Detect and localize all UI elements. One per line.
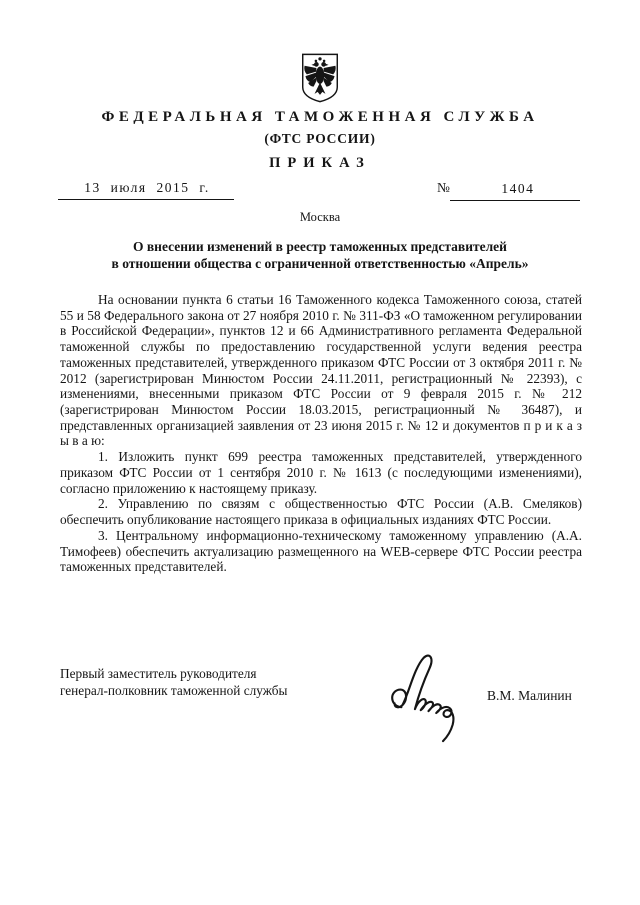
agency-name: ФЕДЕРАЛЬНАЯ ТАМОЖЕННАЯ СЛУЖБА xyxy=(101,109,539,125)
signer-position-line2: генерал-полковник таможенной службы xyxy=(60,682,288,698)
issue-city: Москва xyxy=(299,210,341,224)
body-paragraph-point-1: 1. Изложить пункт 699 реестра таможенных представителей, утвержденного приказом ФТС России от 1 сентября 2010 г. № 1613 (с последующими изменениями), согласно приложению к настоящему приказу. xyxy=(60,449,582,496)
handwritten-signature-icon xyxy=(382,652,474,744)
agency-abbreviation: (ФТС РОССИИ) xyxy=(264,131,376,146)
document-number: 1404 xyxy=(450,180,580,201)
document-body xyxy=(60,292,582,575)
body-paragraph-preamble: На основании пункта 6 статьи 16 Таможенного кодекса Таможенного союза, статей 55 и 58 Федерального закона от 27 ноября 2010 г. № 311-ФЗ «О таможенном регулировании в Российской Федерации», пунктов 12 и 66 Административного регламента Федеральной таможенной службы по предоставлению государственной услуги ведения реестра таможенных представителей, утвержденного приказом ФТС России от 3 октября 2011 г. № 2012 (зарегистрирован Минюстом России 24.11.2011, регистрационный № 22393), с изменениями, внесенными приказом ФТС России от 9 февраля 2015 г. № 212 (зарегистрирован Минюстом России 18.03.2015, регистрационный № 36487), и представленных организацией заявления от 23 июня 2015 г. № 12 и документов п р и к а з ы в а ю: xyxy=(60,292,582,449)
signer-position-line1: Первый заместитель руководителя xyxy=(60,666,257,681)
signer-position xyxy=(60,666,287,699)
body-paragraph-point-3: 3. Центральному информационно-техническому таможенному управлению (А.А. Тимофеев) обеспечить актуализацию размещенного на WEB-сервере ФТС России реестра таможенных представителей. xyxy=(60,527,582,575)
body-paragraph-point-2: 2. Управлению по связям с общественностью ФТС России (А.В. Смеляков) обеспечить опубликование настоящего приказа в официальных изданиях ФТС России. xyxy=(60,496,582,528)
signer-name: В.М. Малинин xyxy=(487,688,572,703)
document-title-line2: в отношении общества с ограниченной ответственностью «Апрель» xyxy=(111,255,529,271)
date-number-row xyxy=(0,180,640,200)
document-type-heading: ПРИКАЗ xyxy=(269,155,371,171)
document-date: 13 июля 2015 г. xyxy=(58,180,234,200)
document-number-field xyxy=(437,180,580,201)
document-title xyxy=(0,239,640,272)
coat-of-arms-eagle-icon xyxy=(300,52,340,104)
document-header xyxy=(0,52,640,272)
number-sign: № xyxy=(437,180,450,195)
document-title-line1: О внесении изменений в реестр таможенных представителей xyxy=(133,239,507,254)
